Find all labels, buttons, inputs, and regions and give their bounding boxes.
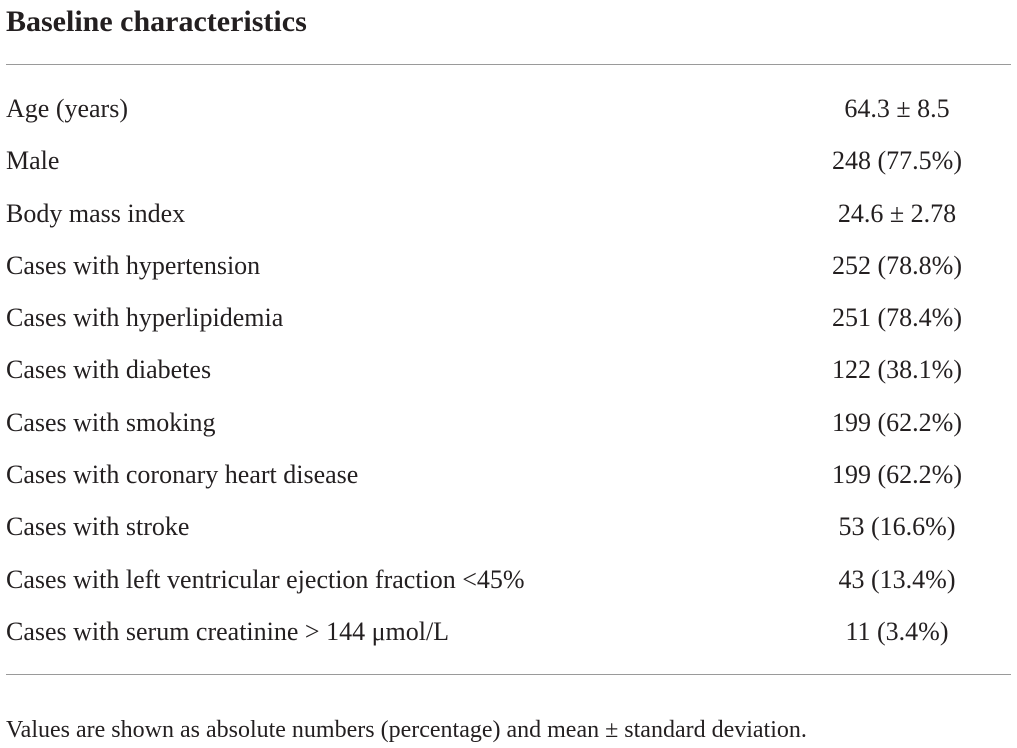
table-row: [0, 292, 1017, 344]
table-row: [0, 606, 1017, 658]
top-divider: [6, 64, 1011, 65]
table-title: Baseline characteristics: [6, 5, 307, 38]
row-value: 24.6 ± 2.78: [837, 198, 957, 228]
table-row: [0, 449, 1017, 501]
row-label: Age (years): [6, 94, 128, 123]
row-value: 251 (78.4%): [832, 303, 962, 333]
row-label: Cases with hyperlipidemia: [6, 303, 284, 333]
row-label: Cases with hypertension: [6, 250, 261, 280]
row-label: Male: [6, 146, 60, 176]
row-value: 43 (13.4%): [838, 564, 956, 594]
row-label: Cases with stroke: [6, 512, 190, 542]
row-value: 248 (77.5%): [832, 146, 962, 176]
table-row: [0, 397, 1017, 449]
table-footnote: Values are shown as absolute numbers (percentage) and mean ± standard deviation.: [6, 717, 807, 743]
row-label: Cases with smoking: [6, 407, 216, 437]
row-label: Cases with left ventricular ejection fraction <45%: [6, 564, 525, 594]
row-label: Cases with diabetes: [6, 355, 212, 385]
characteristics-table: [0, 83, 1017, 658]
table-row: [0, 135, 1017, 187]
table-row: [0, 188, 1017, 240]
row-value: 53 (16.6%): [838, 512, 956, 542]
bottom-divider: [6, 674, 1011, 675]
table-row: [0, 83, 1017, 135]
row-value: 252 (78.8%): [832, 250, 962, 280]
row-value: 199 (62.2%): [832, 407, 962, 437]
row-label: Body mass index: [6, 198, 186, 228]
row-value: 64.3 ± 8.5: [844, 94, 950, 123]
row-value: 122 (38.1%): [832, 355, 962, 385]
row-label: Cases with coronary heart disease: [6, 460, 359, 490]
table-row: [0, 501, 1017, 553]
row-value: 199 (62.2%): [832, 460, 962, 490]
table-row: [0, 240, 1017, 292]
table-row: [0, 344, 1017, 396]
row-label: Cases with serum creatinine > 144 μmol/L: [6, 616, 450, 646]
table-row: [0, 554, 1017, 606]
row-value: 11 (3.4%): [845, 616, 949, 646]
